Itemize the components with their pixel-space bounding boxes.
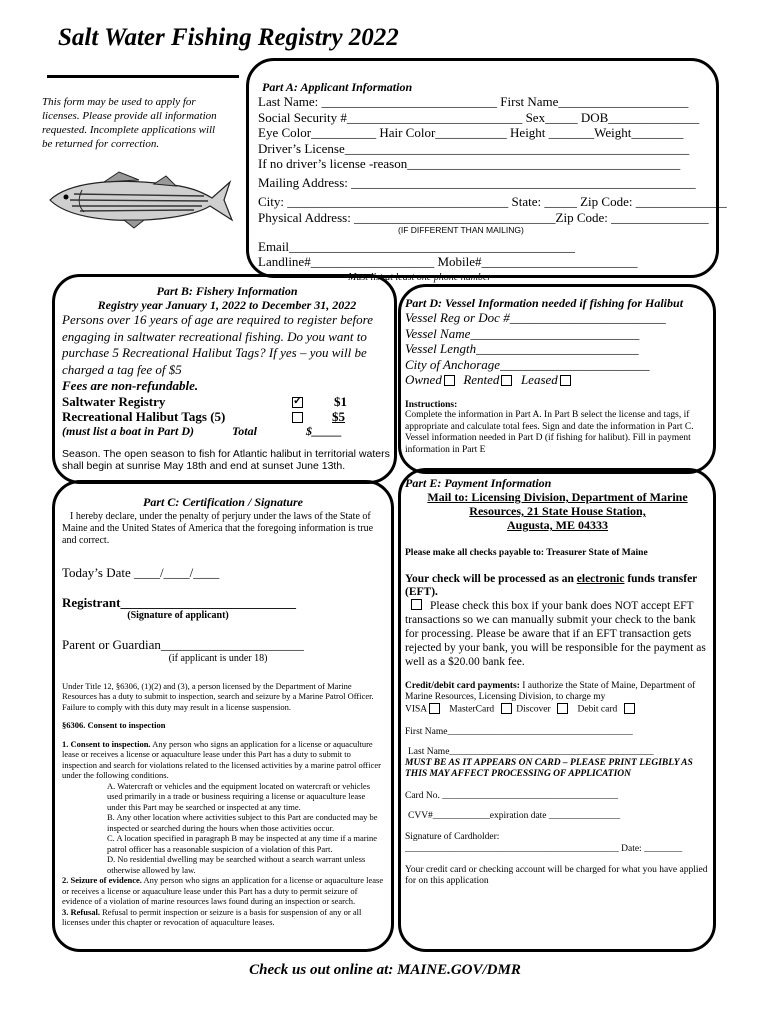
consent-paragraph: 1. Consent to inspection. Any person who signs an application for a license or aquaculture lease or receives a license or aquaculture lease under this Part has a duty to submit to inspection and search for violations related to the licensed activities by a marine patrol officer under the following conditions. [62, 738, 381, 780]
seizure-paragraph: 2. Seizure of evidence. Any person who signs an application for a license or aquaculture lease or receives a license or aquaculture lease under this Part has a duty to permit seizure of evidence of a violation of marine resources laws found during an inspection or search. [62, 875, 384, 906]
instructions-heading: Instructions: [405, 399, 458, 410]
saltwater-registry-label: Saltwater Registry [62, 393, 166, 409]
name-fields[interactable]: Last Name: ___________________________ First Name____________________ [258, 94, 689, 109]
mastercard-checkbox[interactable] [501, 703, 512, 714]
leased-checkbox[interactable] [560, 375, 571, 386]
card-last-name-field[interactable]: Last Name___________________________________________ [408, 747, 654, 758]
mailing-address-field[interactable]: Mailing Address: _____________________________________________________ [258, 174, 696, 190]
city-state-zip-fields[interactable]: City: __________________________________ State: _____ Zip Code: ______________ [258, 194, 727, 209]
saltwater-registry-checkbox[interactable] [292, 397, 303, 408]
physical-fields[interactable]: Eye Color__________ Hair Color___________ Height _______Weight________ [258, 125, 684, 140]
saltwater-registry-price: $1 [334, 393, 347, 409]
part-c-heading: Part C: Certification / Signature [142, 495, 304, 509]
vessel-name-field[interactable]: Vessel Name__________________________ [405, 325, 640, 341]
consent-d: D. No residential dwelling may be searched without a search warrant unless otherwise allowed by law. [107, 854, 366, 875]
mail-to-line-3: Augusta, ME 04333 [506, 518, 608, 532]
refusal-paragraph: 3. Refusal. Refusal to permit inspection or seizure is a basis for suspension of any or all licenses under this chapter or revocation of aquaculture leases. [62, 906, 362, 927]
halibut-season: Season. The open season to fish for Atlantic halibut in territorial waters shall begin at sunrise May 18th and end at sunset June 13th. [62, 447, 390, 472]
physical-address-note: (IF DIFFERENT THAN MAILING) [398, 225, 524, 235]
divider [47, 75, 239, 78]
striped-bass-icon [44, 170, 234, 230]
fees-note: Fees are non-refundable. [62, 378, 199, 393]
owned-checkbox[interactable] [444, 375, 455, 386]
eft-notice: Your check will be processed as an electronic funds transfer (EFT). [405, 572, 698, 598]
cardholder-signature-label: Signature of Cardholder: [405, 831, 500, 842]
card-type-options: VISA MasterCard Discover Debit card [405, 704, 710, 715]
rented-checkbox[interactable] [501, 375, 512, 386]
part-b-content [62, 284, 392, 473]
part-e-content [405, 476, 710, 888]
section-6306-heading: §6306. Consent to inspection [62, 720, 166, 730]
part-a-heading: Part A: Applicant Information [262, 80, 413, 94]
eft-opt-out: Please check this box if your bank does NOT accept EFT transactions so we can manually submit your check to the bank for processing. Please be aware that if an EFT transaction gets rejected by your bank, you will be responsible for the payment as well as a $20.00 bank fee. [405, 599, 706, 668]
vessel-length-field[interactable]: Vessel Length_________________________ [405, 341, 639, 356]
halibut-tags-price: $5 [332, 408, 345, 424]
halibut-tag-question: Persons over 16 years of age are required to register before engaging in saltwater recreational fishing. Do you want to purchase 5 Recreational Halibut Tags? If yes – you will be charged a tag fee of $5 [62, 312, 373, 377]
card-first-name-field[interactable]: First Name_______________________________________ [405, 726, 633, 737]
part-e-heading: Part E: Payment Information [405, 476, 552, 490]
city-of-anchorage-field[interactable]: City of Anchorage_______________________ [405, 356, 650, 372]
halibut-tags-label: Recreational Halibut Tags (5) [62, 408, 226, 424]
consent-b: B. Any other location where activities subject to this Part are conducted may be inspected or searched during the hours when those activities occur. [107, 812, 378, 833]
visa-checkbox[interactable] [429, 703, 440, 714]
intro-text: This form may be used to apply for licenses. Please provide all information requested. Incomplete applications will be returned for correction. [42, 96, 217, 150]
parent-caption: (if applicant is under 18) [168, 652, 268, 664]
mail-to-line-1: Mail to: Licensing Division, Department of Marine [427, 490, 688, 504]
no-eft-checkbox[interactable] [411, 599, 422, 610]
todays-date-field[interactable]: Today’s Date ____/____/____ [62, 565, 220, 580]
signature-caption: (Signature of applicant) [127, 610, 229, 621]
print-legibly-warning: MUST BE AS IT APPEARS ON CARD – PLEASE PRINT LEGIBLY AS THIS MAY AFFECT PROCESSING OF APPLICATION [405, 757, 693, 780]
discover-checkbox[interactable] [557, 703, 568, 714]
card-number-field[interactable]: Card No. _____________________________________ [405, 790, 618, 801]
website-footer[interactable]: Check us out online at: MAINE.GOV/DMR [249, 962, 521, 978]
vessel-reg-field[interactable]: Vessel Reg or Doc #________________________ [405, 310, 666, 325]
checks-payable: Please make all checks payable to: Treasurer State of Maine [405, 548, 648, 558]
perjury-declaration: I hereby declare, under the penalty of perjury under the laws of the State of Maine and the United States of America that the foregoing information is true and correct. [62, 511, 374, 546]
drivers-license-field[interactable]: Driver’s License_____________________________________________________ [258, 140, 690, 156]
consent-a: A. Watercraft or vehicles and the equipment located on watercraft or vehicles used primarily in a trade or business requiring a license or aquaculture lease under this Part may be searched or inspected at any time. [107, 780, 371, 812]
title-12-notice: Under Title 12, §6306, (1)(2) and (3), a person licensed by the Department of Marine Resources has a duty to submit to inspection, search and seizure by a Marine Patrol Officer. Failure to comply with this duty may result in a license suspension. [62, 680, 374, 712]
boat-required-note: (must list a boat in Part D) [62, 423, 195, 438]
no-license-reason-field[interactable]: If no driver’s license -reason__________________________________________ [258, 156, 681, 171]
email-field[interactable]: Email____________________________________________ [258, 238, 576, 254]
cvv-expiration-field[interactable]: CVV#____________expiration date _______________ [408, 811, 621, 822]
total-field[interactable]: $_____ [306, 423, 342, 438]
registrant-signature-field[interactable]: Registrant___________________________ [62, 594, 296, 610]
ssn-sex-dob-fields[interactable]: Social Security #___________________________ Sex_____ DOB______________ [258, 109, 700, 125]
cardholder-signature-field[interactable]: _____________________________________________ Date: ________ [405, 844, 683, 855]
mail-to-line-2: Resources, 21 State House Station, [469, 504, 646, 518]
instructions-text: Complete the information in Part A. In Part B select the license and tags, if appropriate and calculate total fees. Sign and date the information in Part C. Vessel information needed in Part D (if fishing for halibut). Fill in payment information in Part E [405, 410, 694, 455]
part-d-content [405, 296, 711, 456]
debit-card-checkbox[interactable] [624, 703, 635, 714]
part-a-fields [258, 94, 727, 284]
parent-guardian-field[interactable]: Parent or Guardian______________________ [62, 637, 304, 652]
vessel-ownership: Owned Rented Leased [405, 372, 711, 388]
consent-c: C. A location specified in paragraph B may be inspected at any time if a marine patrol officer has a reasonable suspicion of a violation of this Part. [107, 833, 378, 854]
registry-year: Registry year January 1, 2022 to December 31, 2022 [97, 298, 357, 312]
phone-fields[interactable]: Landline#___________________ Mobile#________________________ [258, 254, 638, 269]
part-b-heading: Part B: Fishery Information [156, 284, 298, 298]
part-d-heading: Part D: Vessel Information needed if fishing for Halibut [405, 296, 684, 310]
physical-address-field[interactable]: Physical Address: _______________________________Zip Code: _______________ [258, 209, 709, 225]
part-c-content [62, 495, 384, 928]
phone-note: Must list at least one phone number [348, 271, 492, 283]
halibut-tags-checkbox[interactable] [292, 412, 303, 423]
card-authorization: Credit/debit card payments: I authorize the State of Maine, Department of Marine Resources, Licensing Division, to charge my [405, 680, 696, 702]
page-title: Salt Water Fishing Registry 2022 [58, 24, 399, 51]
charge-notice: Your credit card or checking account will be charged for what you have applied for on this application [405, 864, 708, 887]
total-label: Total [232, 423, 257, 438]
